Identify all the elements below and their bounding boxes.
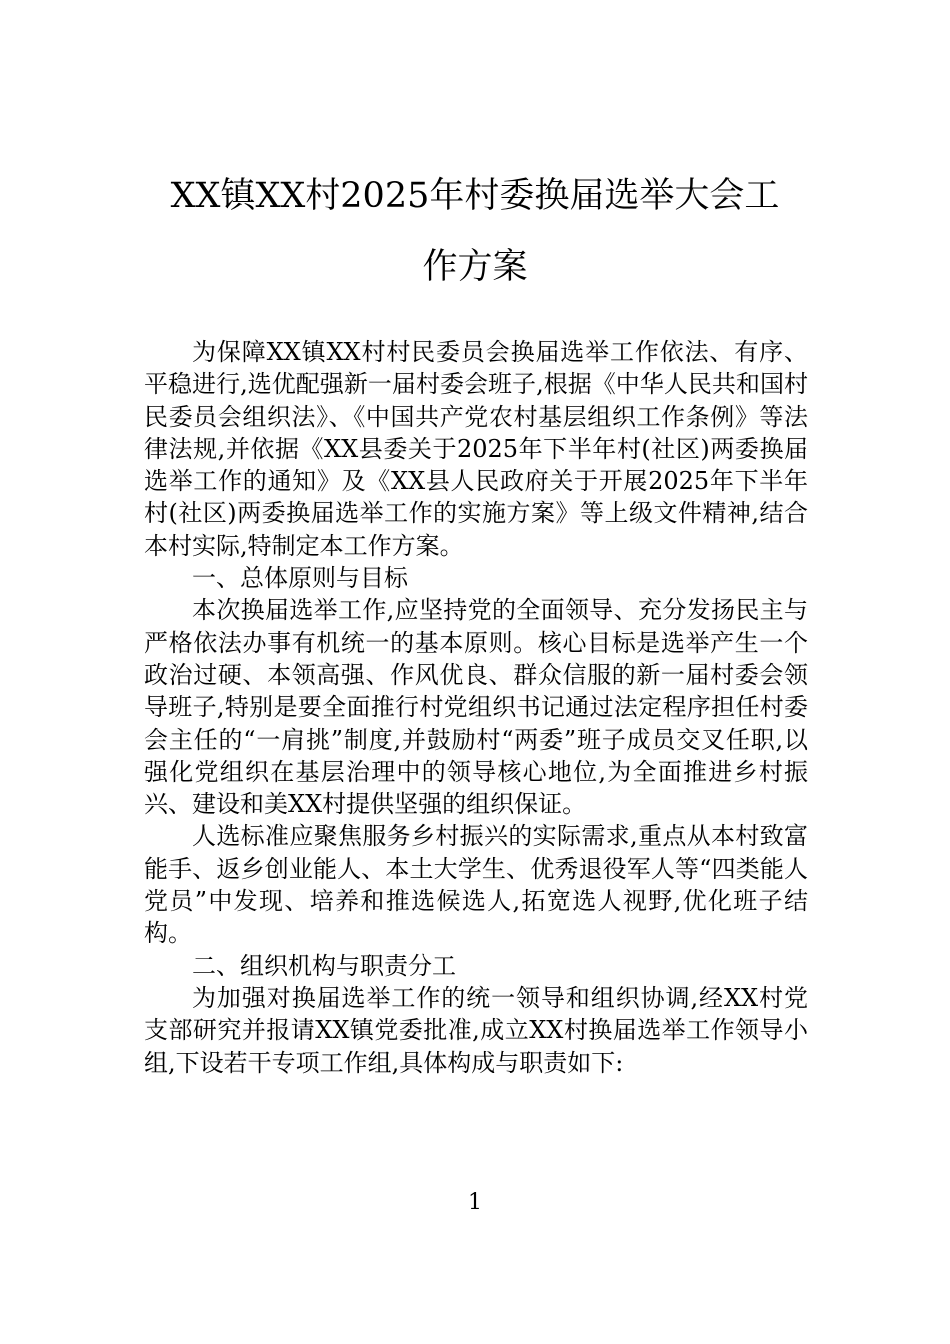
- page-number: 1: [468, 1190, 482, 1215]
- paragraph-organization: 为加强对换届选举工作的统一领导和组织协调,经XX村党支部研究并报请XX镇党委批准,成立XX村换届选举工作领导小组,下设若干专项工作组,具体构成与职责如下:: [144, 983, 808, 1077]
- paragraph-candidate-criteria: 人选标准应聚焦服务乡村振兴的实际需求,重点从本村致富能手、返乡创业能人、本土大学生、优秀退役军人等“四类能人党员”中发现、培养和推选候选人,拓宽选人视野,优化班子结构。: [144, 822, 808, 948]
- document-body: [144, 336, 808, 1079]
- paragraph-intro: 为保障XX镇XX村村民委员会换届选举工作依法、有序、平稳进行,选优配强新一届村委会班子,根据《中华人民共和国村民委员会组织法》、《中国共产党农村基层组织工作条例》等法律法规,并依据《XX县委关于2025年下半年村(社区)两委换届选举工作的通知》及《XX县人民政府关于开展2025年下半年村(社区)两委换届选举工作的实施方案》等上级文件精神,结合本村实际,特制定本工作方案。: [144, 338, 808, 560]
- document-title-line-1: XX镇XX村2025年村委换届选举大会工: [170, 176, 780, 216]
- section-heading-1: 一、总体原则与目标: [192, 564, 408, 593]
- paragraph-principles: 本次换届选举工作,应坚持党的全面领导、充分发扬民主与严格依法办事有机统一的基本原则。核心目标是选举产生一个政治过硬、本领高强、作风优良、群众信服的新一届村委会领导班子,特别是要全面推行村党组织书记通过法定程序担任村委会主任的“一肩挑”制度,并鼓励村“两委”班子成员交叉任职,以强化党组织在基层治理中的领导核心地位,为全面推进乡村振兴、建设和美XX村提供坚强的组织保证。: [144, 596, 808, 819]
- document-title-line-2: 作方案: [422, 247, 528, 287]
- section-heading-2: 二、组织机构与职责分工: [192, 951, 456, 980]
